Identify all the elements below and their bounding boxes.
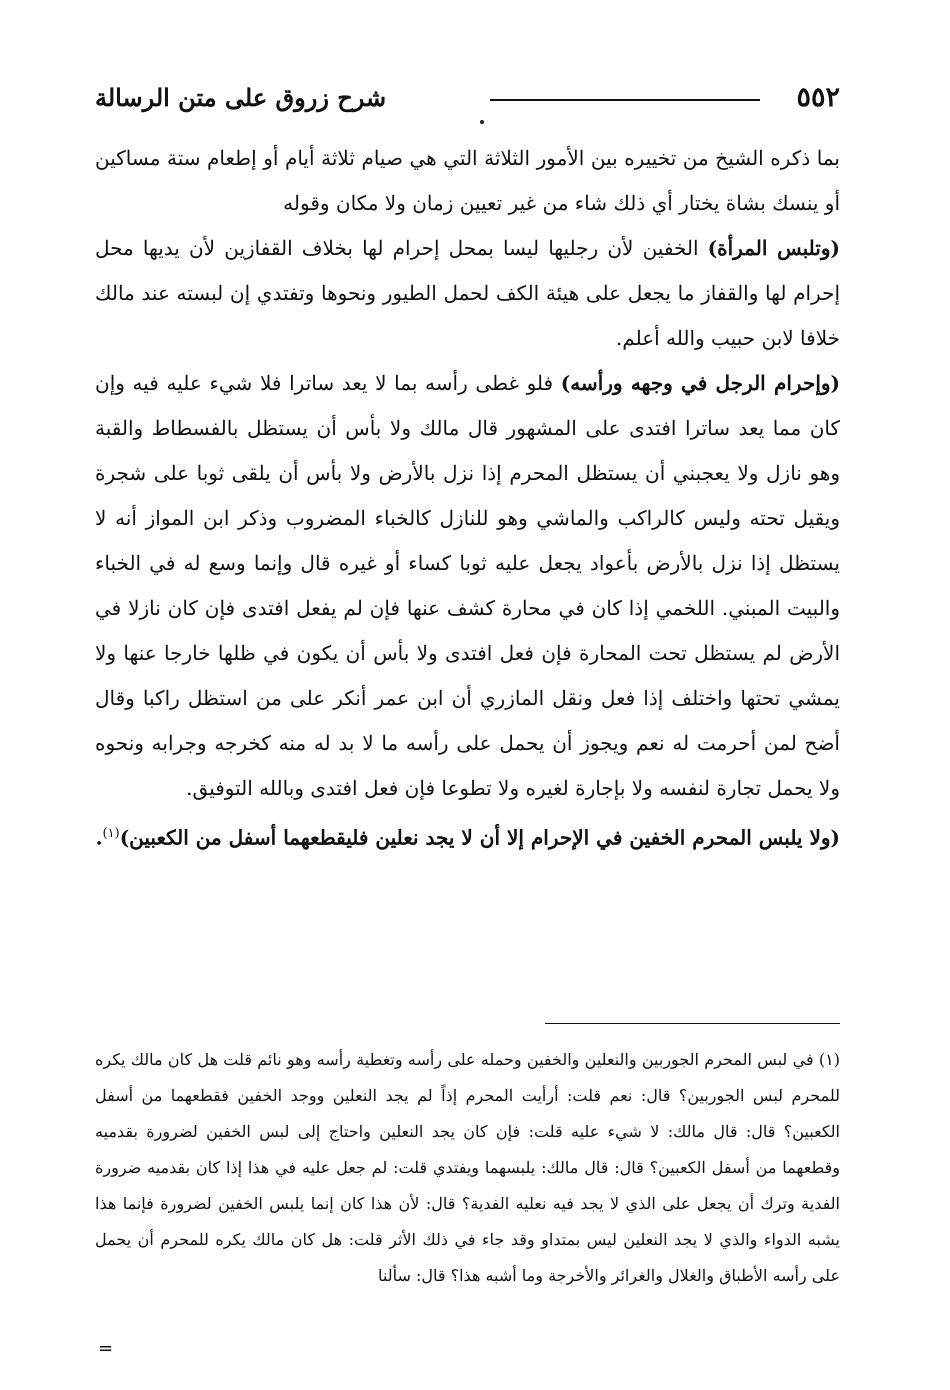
footnote-separator (545, 1023, 840, 1024)
footnotes (95, 1042, 840, 1294)
paragraph-2-text: الخفين لأن رجليها ليسا بمحل إحرام لها بخلاف القفازين لأن يديها محل إحرام لها والقفاز ما يجعل على هيئة الكف لحمل الطيور ونحوها وتفتدي إن لبسته عند مالك خلافا لابن حبيب والله أعلم. (95, 236, 840, 350)
footnote-number: (١) (818, 1050, 840, 1069)
page-number: ٥٥٢ (796, 82, 840, 113)
main-text (95, 136, 840, 861)
paragraph-4-end: . (95, 825, 103, 850)
paragraph-4-lemma: (ولا يلبس المحرم الخفين في الإحرام إلا أن لا يجد نعلين فليقطعهما أسفل من الكعبين) (119, 825, 840, 850)
footnote-reference: (١) (102, 826, 120, 841)
paragraph-3-text: فلو غطى رأسه بما لا يعد ساترا فلا شيء عليه فيه وإن كان مما يعد ساترا افتدى على المشهور قال مالك ولا بأس أن يستظل بالفسطاط والقبة وهو نازل ولا يعجبني أن يستظل المحرم إذا نزل بالأرض ولا بأس أن يلقى ثوبا على شجرة ويقيل تحته وليس كالراكب والماشي وهو للنازل كالخباء المضروب وذكر ابن المواز أنه لا يستظل إذا نزل بالأرض بأعواد يجعل عليه ثوبا كساء أو غيره قال وإنما وسع له في الخباء والبيت المبني. اللخمي إذا كان في محارة كشف عنها فإن لم يفعل افتدى فإن كان نازلا في الأرض لم يستظل تحت المحارة فإن فعل افتدى ولا بأس أن يكون في ظلها خارجا عنها ولا يمشي تحتها واختلف إذا فعل ونقل المازري أن ابن عمر أنكر على من استظل راكبا وقال أضح لمن أحرمت له نعم ويجوز أن يحمل على رأسه ما لا بد له منه كخرجه وجرابه ونحوه ولا يحمل تجارة لنفسه ولا بإجارة لغيره ولا تطوعا فإن فعل افتدى وبالله التوفيق. (95, 371, 840, 800)
paragraph-4 (95, 811, 840, 861)
continuation-mark: = (98, 1338, 114, 1359)
page-header (95, 78, 840, 118)
paragraph-1 (95, 136, 840, 226)
running-title: شرح زروق على متن الرسالة (95, 83, 387, 112)
paragraph-1-text: بما ذكره الشيخ من تخييره بين الأمور الثلاثة التي هي صيام ثلاثة أيام أو إطعام ستة مساكين أو ينسك بشاة يختار أي ذلك شاء من غير تعيين زمان ولا مكان وقوله (95, 146, 840, 215)
paragraph-3 (95, 361, 840, 811)
header-rule (490, 99, 760, 101)
paragraph-2-lemma: (وتلبس المرأة) (707, 236, 840, 260)
footnote-text: في لبس المحرم الجوربين والنعلين والخفين وحمله على رأسه وتغطية رأسه وهو نائم قلت هل كان مالك يكره للمحرم لبس الجوربين؟ قال: نعم قلت: أرأيت المحرم إذاً لم يجد النعلين ووجد الخفين فقطعهما من أسفل الكعبين؟ قال: قال مالك: لا شيء عليه قلت: فإن كان يجد النعلين واحتاج إلى لبس الخفين لضرورة بقدميه وقطعهما من أسفل الكعبين؟ قال: قال مالك: يلبسهما ويفتدي قلت: لم جعل عليه في هذا إذا كان بقدميه ضرورة الفدية وترك أن يجعل على الذي لا يجد فيه نعليه الفدية؟ قال: لأن هذا كان إنما يلبس الخفين لضرورة فإنما هذا يشبه الدواء والذي لا يجد النعلين ليس بمتداو وقد جاء في ذلك الأثر قلت: هل كان مالك يكره للمحرم أن يحمل على رأسه الأطباق والغلال والغرائر والأخرجة وما أشبه هذا؟ قال: سألنا (95, 1050, 840, 1285)
paragraph-3-lemma: (وإحرام الرجل في وجهه ورأسه) (560, 371, 840, 395)
paragraph-2 (95, 226, 840, 361)
header-dot (480, 120, 484, 124)
